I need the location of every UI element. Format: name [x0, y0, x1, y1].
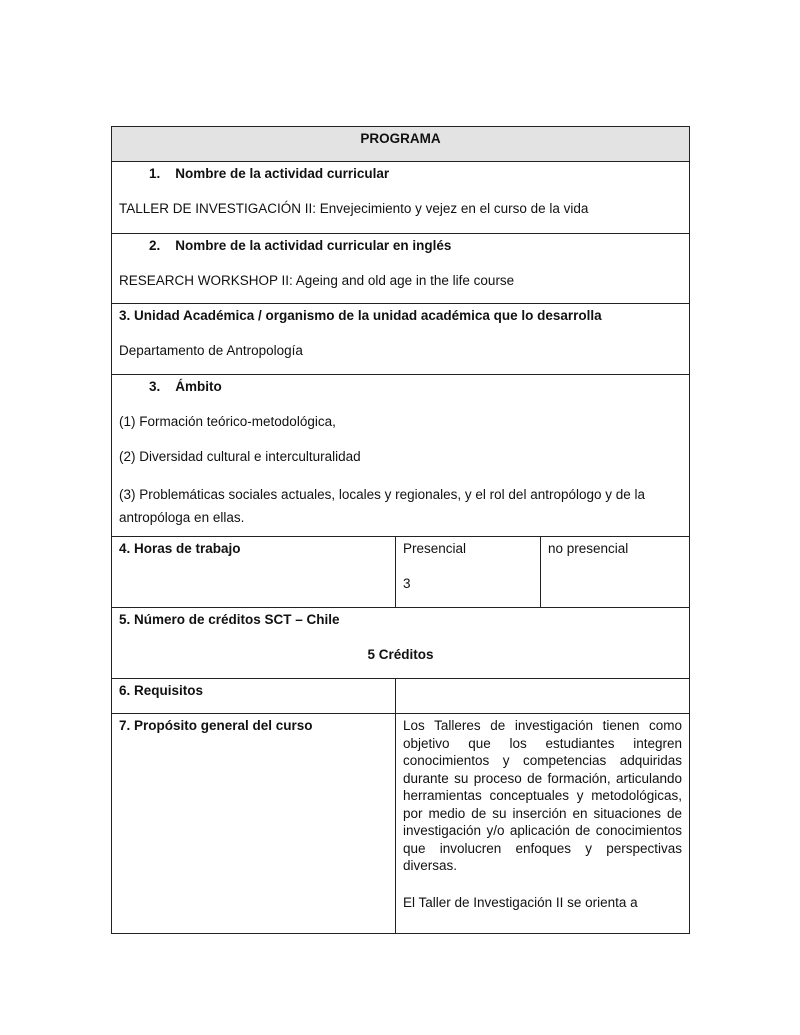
presencial-cell — [396, 537, 541, 608]
credits-value: 5 Créditos — [367, 647, 434, 662]
section-7-body — [396, 714, 690, 934]
section-1 — [112, 162, 690, 234]
purpose-paragraph-1: Los Talleres de investigación tienen como objetivo que los estudiantes integren conocimientos y competencias adquiridas durante su proceso de formación, articulando herramientas conceptuales y metodológicas, por medio de su inserción en situaciones de investigación y/o aplicación de conocimientos que involucren enfoques y perspectivas diversas. — [403, 718, 682, 873]
ambito-item: (1) Formación teórico-metodológica, — [119, 414, 336, 429]
presencial-value: 3 — [403, 576, 411, 591]
program-heading: PROGRAMA — [112, 127, 690, 162]
program-table — [111, 126, 690, 934]
section-5 — [112, 608, 690, 679]
section-6-label: 6. Requisitos — [112, 679, 396, 714]
ambito-item: (3) Problemáticas sociales actuales, locales y regionales, y el rol del antropólogo y de la antropóloga en ellas. — [119, 487, 646, 525]
ambito-item: (2) Diversidad cultural e interculturalidad — [119, 449, 361, 464]
section-3-heading: 3. Unidad Académica / organismo de la unidad académica que lo desarrolla — [119, 308, 602, 323]
section-3-value: Departamento de Antropología — [119, 343, 303, 358]
section-1-heading: 1. Nombre de la actividad curricular — [149, 166, 390, 181]
ambito-heading: 3. Ámbito — [149, 379, 222, 394]
section-ambito — [112, 375, 690, 537]
section-2 — [112, 234, 690, 304]
no-presencial-cell — [541, 537, 690, 608]
section-5-heading: 5. Número de créditos SCT – Chile — [119, 612, 340, 627]
section-2-heading: 2. Nombre de la actividad curricular en inglés — [149, 238, 452, 253]
requisitos-value — [396, 679, 690, 714]
section-1-value: TALLER DE INVESTIGACIÓN II: Envejecimiento y vejez en el curso de la vida — [119, 201, 589, 216]
no-presencial-label: no presencial — [548, 541, 629, 556]
purpose-paragraph-2: El Taller de Investigación II se orienta a — [403, 894, 638, 910]
presencial-label: Presencial — [403, 541, 467, 556]
section-7-label: 7. Propósito general del curso — [112, 714, 396, 934]
section-4-label: 4. Horas de trabajo — [112, 537, 396, 608]
section-2-value: RESEARCH WORKSHOP II: Ageing and old age in the life course — [119, 273, 515, 288]
section-3 — [112, 304, 690, 375]
